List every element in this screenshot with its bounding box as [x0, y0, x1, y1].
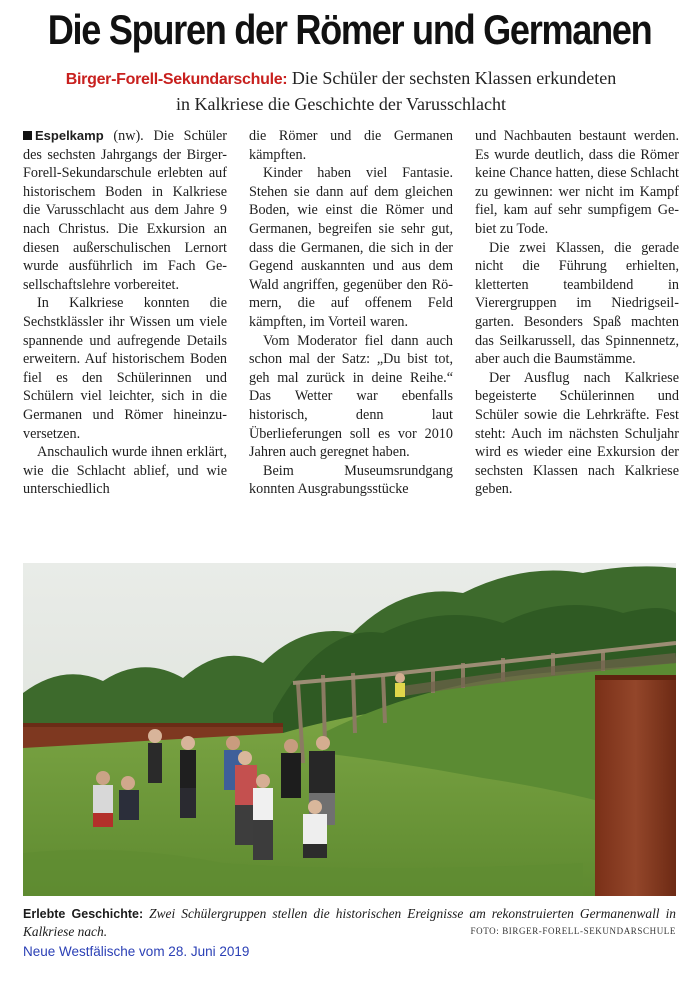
- paragraph: und Nachbauten bestaunt werden. Es wurde deutlich, dass die Römer keine Chance hatten, diese Schlacht zu gewinnen: wer nicht im Kampf fiel, kam auf sehr sumpfigem Gebiet zu Tode.: [475, 128, 679, 237]
- subheadline: [0, 66, 682, 116]
- paragraph: [23, 127, 227, 294]
- article-column-2: [249, 127, 453, 499]
- article-photo: [23, 563, 676, 896]
- headline: Die Spuren der Römer und Germanen: [47, 6, 652, 53]
- paragraph: die Römer und die Germanen kämpften.: [249, 128, 453, 163]
- paragraph: Kinder haben viel Fantasie. Stehen sie dann auf dem gleichen Boden, wie einst die Römer und Germanen, begreifen sie sehr gut, dass die Germanen, die sich in der Gegend auskannten und aus dem Wald angriffen, gegenüber den Römern, die auf offenem Feld kämpften, im Vorteil waren.: [249, 165, 453, 330]
- dateline: Espelkamp: [35, 128, 104, 143]
- paragraph: Anschaulich wurde ihnen erklärt, wie die Schlacht ablief, und wie unterschiedlich: [23, 444, 227, 498]
- subheadline-line-1: Die Schüler der sechsten Klassen erkundeten: [291, 68, 617, 88]
- paragraph: Die zwei Klassen, die gerade nicht die Führung erhielten, kletterten teambildend in Vierergruppen im Niedrigseilgarten. Besonders Spaß machten das Seilkarussell, das Spinnennetz, aber auch die Baumstämme.: [475, 239, 679, 368]
- source-note: Neue Westfälische vom 28. Juni 2019: [23, 944, 250, 959]
- agency: (nw).: [113, 128, 144, 144]
- photo-credit: FOTO: BIRGER-FORELL-SEKUNDARSCHULE: [470, 926, 676, 936]
- paragraph-text: Die Schüler des sechsten Jahrgangs der Birger-Forell-Sekundarschule erlebten auf historischem Boden in Kalkriese die Varusschlacht aus dem Jahre 9 nach Christus. Die Exkursion an diesen außerschulischen Lernort wurde ausführlich im Fach Gesellschaftslehre vorbereitet.: [23, 128, 228, 293]
- article-column-1: [23, 127, 227, 499]
- caption-text: Zwei Schülergruppen stellen die historischen Ereignisse am rekonstruierten Germanenwall in Kalkriese nach.: [23, 906, 676, 939]
- article-column-3: [475, 127, 679, 499]
- paragraph: Der Ausflug nach Kalkriese begeisterte Schülerinnen und Schüler sowie die Lehrkräfte. Fest steht: Auch im nächsten Schuljahr wird es wieder eine Exkursion der sechsten Klassen nach Kalkriese geben.: [475, 369, 679, 498]
- subheadline-kicker: Birger-Forell-Sekundarschule:: [65, 71, 288, 88]
- paragraph: In Kalkriese konnten die Sechstklässler ihr Wissen um viele spannende und aufregende Details erweitern. Auf historischem Boden fiel es den Schülerinnen und Schülern viel leichter, sich in die Germanen und Römer hineinzuversetzen.: [23, 295, 227, 442]
- subheadline-line-2: in Kalkriese die Geschichte der Varusschlacht: [175, 94, 507, 114]
- dateline-square-icon: [23, 131, 32, 140]
- paragraph: Beim Museumsrundgang konnten Ausgrabungsstücke: [249, 462, 453, 498]
- caption-kicker: Erlebte Geschichte:: [23, 907, 144, 921]
- paragraph: Vom Moderator fiel dann auch schon mal der Satz: „Du bist tot, geh mal zurück in deine Reihe.“ Das Wetter war ebenfalls historisch, denn laut Überlieferungen soll es vor 2010 Jahren auch geregnet haben.: [249, 332, 453, 461]
